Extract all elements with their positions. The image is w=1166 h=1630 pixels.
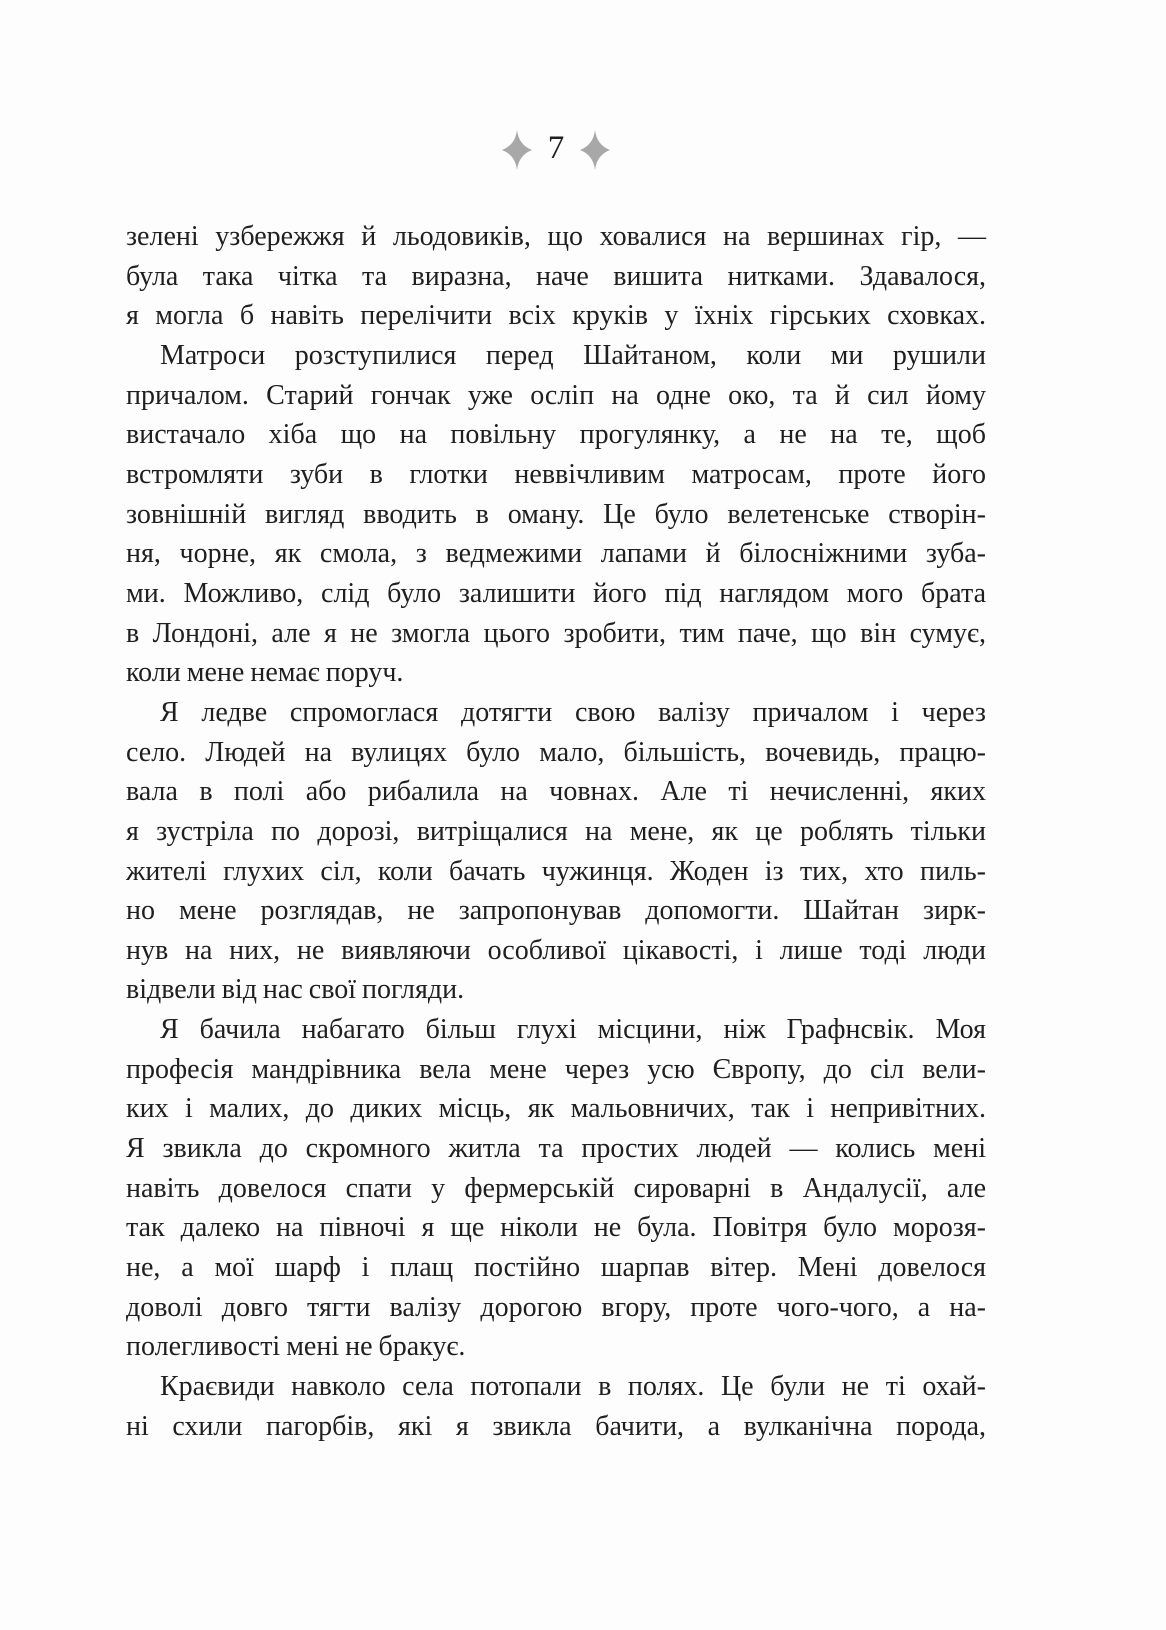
page-number: 7 <box>547 129 565 166</box>
text-line: полегливості мені не бракує. <box>126 1331 466 1363</box>
text-line: я могла б навіть перелічити всіх круків у їхніх гірських сховках. <box>126 300 986 332</box>
text-line: я зустріла по дорозі, витріщалися на мене, як це роблять тільки <box>126 815 986 847</box>
text-line: Я ледве спромоглася дотягти свою валізу причалом і через <box>160 696 986 728</box>
text-line: ми. Можливо, слід було залишити його під наглядом мого брата <box>126 577 986 609</box>
text-line: Я звикла до скромного житла та простих людей — колись мені <box>126 1133 986 1165</box>
text-line: жителі глухих сіл, коли бачать чужинця. Жоден із тих, хто пиль- <box>126 855 986 887</box>
paragraph <box>126 1010 986 1367</box>
page-header <box>126 129 986 171</box>
text-line: була така чітка та виразна, наче вишита нитками. Здавалося, <box>126 260 986 292</box>
paragraph <box>126 336 986 693</box>
text-line: ких і малих, до диких місць, як мальовничих, так і непривітних. <box>126 1093 986 1125</box>
text-line: зовнішній вигляд вводить в оману. Це було велетенське створін- <box>126 498 986 530</box>
page-text-block <box>126 217 986 1446</box>
text-line: вистачало хіба що на повільну прогулянку, а не на те, щоб <box>126 419 986 451</box>
text-line: ні схили пагорбів, які я звикла бачити, а вулканічна порода, <box>126 1410 986 1442</box>
text-line: зелені узбережжя й льодовиків, що ховалися на вершинах гір, — <box>126 221 986 252</box>
text-line: професія мандрівника вела мене через усю Європу, до сіл вели- <box>126 1053 986 1085</box>
sparkle-ornament-right-icon <box>580 130 610 170</box>
paragraph <box>126 217 986 336</box>
text-line: доволі довго тягти валізу дорогою вгору, проте чого-чого, а на- <box>126 1291 986 1323</box>
text-line: нув на них, не виявляючи особливої цікавості, і лише тоді люди <box>126 934 986 966</box>
text-line: Матроси розступилися перед Шайтаном, коли ми рушили <box>160 339 986 371</box>
text-line: село. Людей на вулицях було мало, більшість, вочевидь, працю- <box>126 736 986 768</box>
text-line: встромляти зуби в глотки неввічливим матросам, проте його <box>126 458 986 490</box>
text-line: Я бачила набагато більш глухі місцини, ніж Графнсвік. Моя <box>160 1014 986 1046</box>
text-line: ня, чорне, як смола, з ведмежими лапами й білосніжними зуба- <box>126 538 986 570</box>
text-line: но мене розглядав, не запропонував допомогти. Шайтан зирк- <box>126 895 986 927</box>
text-line: відвели від нас свої погляди. <box>126 974 465 1006</box>
text-line: так далеко на півночі я ще ніколи не була. Повітря було морозя- <box>126 1212 986 1244</box>
text-line: причалом. Старий гончак уже осліп на одне око, та й сил йому <box>126 379 986 411</box>
text-line: не, а мої шарф і плащ постійно шарпав вітер. Мені довелося <box>126 1252 986 1284</box>
text-line: вала в полі або рибалила на човнах. Але ті нечисленні, яких <box>126 776 986 808</box>
text-line: Краєвиди навколо села потопали в полях. Це були не ті охай- <box>160 1371 986 1403</box>
text-line: коли мене немає поруч. <box>126 657 404 689</box>
paragraph <box>126 1367 986 1446</box>
sparkle-ornament-left-icon <box>502 130 532 170</box>
text-line: в Лондоні, але я не змогла цього зробити, тим паче, що він сумує, <box>126 617 986 649</box>
paragraph <box>126 693 986 1010</box>
text-line: навіть довелося спати у фермерській сироварні в Андалусії, але <box>126 1172 986 1204</box>
